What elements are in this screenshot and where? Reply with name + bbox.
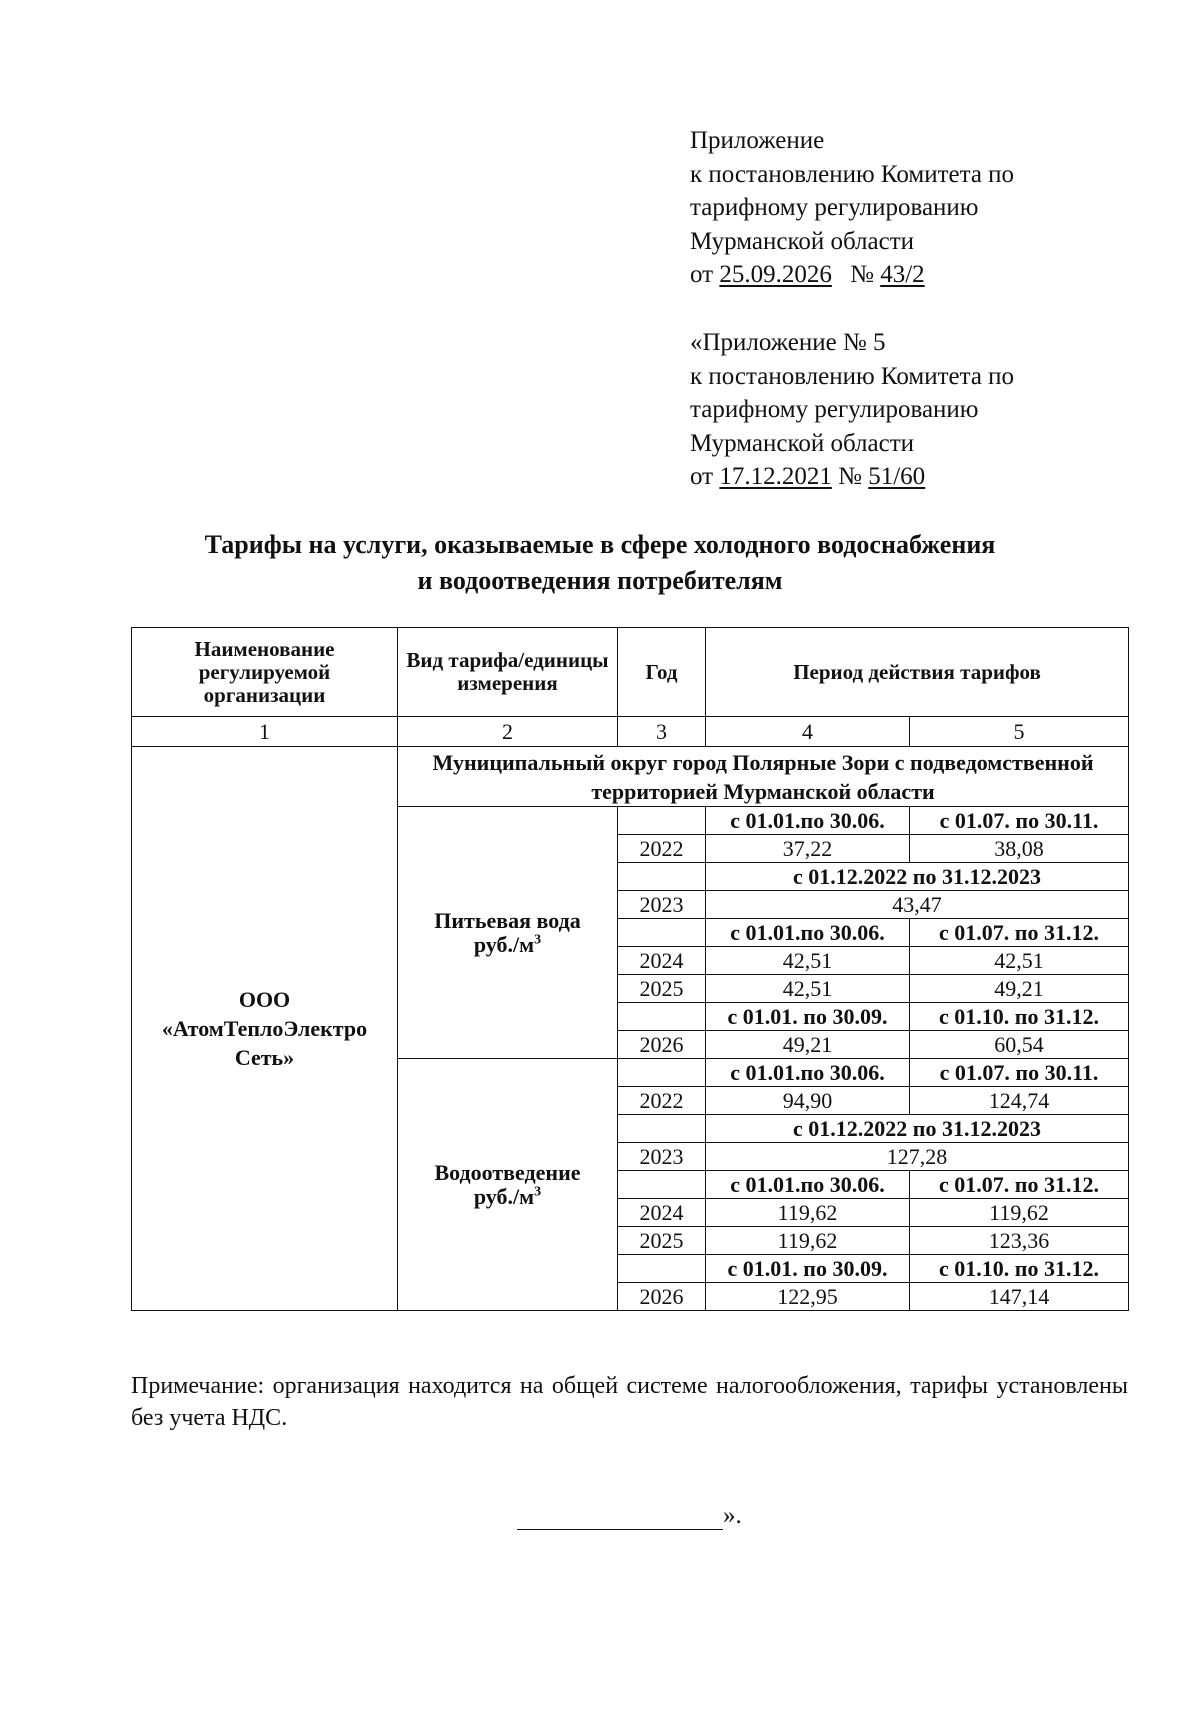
annex-header-original [690, 326, 1014, 494]
year-cell [618, 1059, 706, 1087]
year-cell [618, 1115, 706, 1143]
tariff-type-water [398, 807, 618, 1059]
resolution-number: 51/60 [868, 463, 926, 490]
resolution-number: 43/2 [880, 261, 925, 288]
period-cell: с 01.01.по 30.06. [706, 1059, 910, 1087]
period-cell: с 01.01. по 30.09. [706, 1255, 910, 1283]
year-cell: 2026 [618, 1031, 706, 1059]
year-cell [618, 919, 706, 947]
year-cell [618, 1171, 706, 1199]
tariff-value: 124,74 [910, 1087, 1129, 1115]
header-tariff-type: Вид тарифа/единицы измерения [398, 628, 618, 717]
year-cell: 2022 [618, 835, 706, 863]
period-cell: с 01.07. по 31.12. [910, 919, 1129, 947]
tax-note: Примечание: организация находится на общей системе налогообложения, тарифы установлены без учета НДС. [131, 1373, 1128, 1431]
period-cell: с 01.07. по 30.11. [910, 807, 1129, 835]
period-cell: с 01.01. по 30.09. [706, 1003, 910, 1031]
tariff-value: 119,62 [706, 1199, 910, 1227]
document-title [0, 527, 1200, 599]
year-cell: 2024 [618, 947, 706, 975]
year-cell: 2026 [618, 1283, 706, 1311]
closing-quote: ». [723, 1502, 742, 1529]
period-cell: с 01.10. по 31.12. [910, 1255, 1129, 1283]
date-prefix: от [690, 261, 714, 288]
year-cell: 2023 [618, 891, 706, 919]
tariff-value: 123,36 [910, 1227, 1129, 1255]
tariff-unit: руб./м [473, 1183, 535, 1209]
closing-underline [517, 1505, 723, 1530]
column-number: 4 [706, 717, 910, 747]
region-row [132, 747, 1129, 807]
column-number: 5 [910, 717, 1129, 747]
tariff-value: 147,14 [910, 1283, 1129, 1311]
year-cell: 2022 [618, 1087, 706, 1115]
region-name: Муниципальный округ город Полярные Зори с подведомственной территорией Мурманской области [398, 747, 1129, 807]
tariff-unit: руб./м [473, 931, 535, 957]
number-prefix: № [838, 463, 862, 490]
tariff-value: 122,95 [706, 1283, 910, 1311]
tariff-value: 127,28 [706, 1143, 1129, 1171]
table-header-row [132, 628, 1129, 717]
period-cell: с 01.01.по 30.06. [706, 919, 910, 947]
title-line-2: и водоотведения потребителям [417, 566, 783, 595]
period-cell: с 01.01.по 30.06. [706, 1171, 910, 1199]
tariff-value: 42,51 [910, 947, 1129, 975]
date-prefix: от [690, 463, 714, 490]
annex-label: «Приложение № 5 [690, 329, 886, 356]
year-cell [618, 863, 706, 891]
annex-committee-line: тарифному регулированию [690, 194, 979, 221]
annex-region-line: Мурманской области [690, 429, 915, 457]
column-number: 2 [398, 717, 618, 747]
column-number: 3 [618, 717, 706, 747]
year-cell [618, 1255, 706, 1283]
resolution-date: 17.12.2021 [719, 463, 832, 490]
unit-superscript: 3 [534, 932, 542, 948]
year-cell [618, 1003, 706, 1031]
column-number: 1 [132, 717, 398, 747]
period-cell: с 01.12.2022 по 31.12.2023 [706, 1115, 1129, 1143]
annex-resolution-line: к постановлению Комитета по [690, 160, 1015, 188]
period-cell: с 01.07. по 31.12. [910, 1171, 1129, 1199]
tariff-label: Питьевая вода [434, 907, 581, 933]
tariff-table [131, 627, 1129, 1311]
tariff-value: 42,51 [706, 975, 910, 1003]
year-cell: 2025 [618, 975, 706, 1003]
period-cell: с 01.10. по 31.12. [910, 1003, 1129, 1031]
period-cell: с 01.12.2022 по 31.12.2023 [706, 863, 1129, 891]
number-prefix: № [850, 261, 874, 288]
header-org: Наименование регулируемой организации [132, 628, 398, 717]
tariff-value: 119,62 [910, 1199, 1129, 1227]
year-cell: 2024 [618, 1199, 706, 1227]
tariff-value: 43,47 [706, 891, 1129, 919]
header-year: Год [618, 628, 706, 717]
annex-header-current [690, 124, 1014, 292]
closing-mark [517, 1502, 742, 1530]
tariff-value: 49,21 [706, 1031, 910, 1059]
tariff-value: 94,90 [706, 1087, 910, 1115]
tariff-label: Водоотведение [434, 1159, 581, 1185]
annex-date-line [690, 258, 1014, 292]
tariff-value: 49,21 [910, 975, 1129, 1003]
annex-date-line [690, 460, 1014, 494]
tariff-value: 60,54 [910, 1031, 1129, 1059]
column-number-row [132, 717, 1129, 747]
period-cell: с 01.01.по 30.06. [706, 807, 910, 835]
annex-region-line: Мурманской области [690, 227, 915, 255]
tariff-value: 38,08 [910, 835, 1129, 863]
annex-committee-line: тарифному регулированию [690, 396, 979, 423]
organization-name: ООО «АтомТеплоЭлектро Сеть» [132, 747, 398, 1311]
unit-superscript: 3 [534, 1184, 542, 1200]
tariff-type-sewer [398, 1059, 618, 1311]
tariff-value: 37,22 [706, 835, 910, 863]
annex-label: Приложение [690, 127, 825, 154]
year-cell: 2025 [618, 1227, 706, 1255]
year-cell: 2023 [618, 1143, 706, 1171]
annex-resolution-line: к постановлению Комитета по [690, 362, 1015, 390]
title-line-1: Тарифы на услуги, оказываемые в сфере холодного водоснабжения [204, 530, 996, 559]
resolution-date: 25.09.2026 [719, 261, 832, 288]
header-period: Период действия тарифов [706, 628, 1129, 717]
tariff-value: 42,51 [706, 947, 910, 975]
tariff-value: 119,62 [706, 1227, 910, 1255]
period-cell: с 01.07. по 30.11. [910, 1059, 1129, 1087]
year-cell [618, 807, 706, 835]
